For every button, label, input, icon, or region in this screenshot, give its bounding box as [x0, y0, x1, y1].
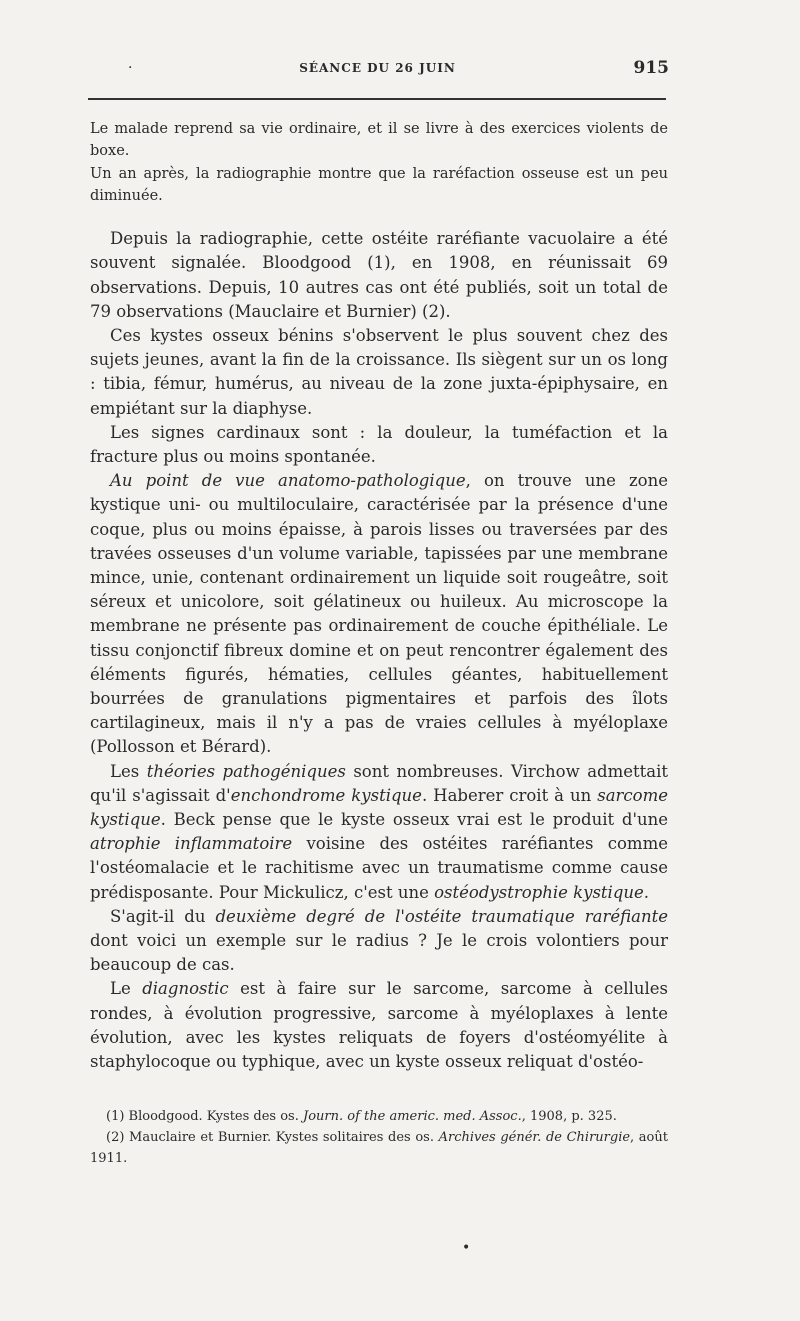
- header-title: SÉANCE DU 26 JUIN: [299, 61, 456, 75]
- paragraph-boxing: Le malade reprend sa vie ordinaire, et il se livre à des exercices violents de boxe.: [90, 121, 668, 160]
- italic-term: Au point de vue anatomo-pathologique: [110, 471, 466, 491]
- footnote-journal: Journ. of the americ. med. Assoc.: [303, 1109, 522, 1124]
- paragraph-kystes: Ces kystes osseux bénins s'observent le plus souvent chez des sujets jeunes, avant la fin de la croissance. Ils siègent sur un os long : tibia, fémur, humérus, au niveau de la zone juxta-épiphysaire, en empiétant sur la diaphyse.: [90, 326, 668, 418]
- paragraph-deuxieme-degre: S'agit-il du deuxième degré de l'ostéite traumatique raréfiante dont voici un exemple sur le radius ? Je le crois volontiers pour beaucoup de cas.: [90, 906, 668, 975]
- paragraph-anatomo: Au point de vue anatomo-pathologique, on trouve une zone kystique uni- ou multiloculaire, caractérisée par la présence d'une coque, plus ou moins épaisse, à parois lisses ou traversées par des travées osseuses d'un volume variable, tapissées par une membrane mince, unie, contenant ordinairement un liquide soit rougeâtre, soit séreux et unicolore, soit gélatineux ou huileux. Au microscope la membrane ne présente pas ordinairement de couche épithéliale. Le tissu conjonctif fibreux domine et on peut rencontrer également des éléments figurés, hématies, cellules géantes, habituellement bourrées de granulations pigmentaires et parfois des îlots cartilagineux, mais il n'y a pas de vraies cellules à myéloplaxe (Pollosson et Bérard).: [90, 471, 668, 757]
- header-rule: [88, 98, 666, 100]
- body-text: [90, 118, 668, 1074]
- footnote-2: (2) Mauclaire et Burnier. Kystes solitaires des os. Archives génér. de Chirurgie, août 1911.: [90, 1130, 668, 1166]
- italic-term: deuxième degré de l'ostéite traumatique raréfiante: [215, 906, 668, 926]
- main-text-block: [90, 227, 668, 1074]
- paragraph-radiography: Un an après, la radiographie montre que la raréfaction osseuse est un peu diminuée.: [90, 165, 668, 204]
- footnotes: [90, 1106, 668, 1169]
- small-text-block: [90, 118, 668, 207]
- page-number: 915: [633, 58, 669, 78]
- paragraph-theories: Les théories pathogéniques sont nombreuses. Virchow admettait qu'il s'agissait d'enchondrome kystique. Haberer croit à un sarcome kystique. Beck pense que le kyste osseux vrai est le produit d'une atrophie inflammatoire voisine des ostéites raréfiantes comme l'ostéomalacie et le rachitisme avec un traumatisme comme cause prédisposante. Pour Mickulicz, c'est une ostéodystrophie kystique.: [90, 761, 669, 902]
- paragraph-signes: Les signes cardinaux sont : la douleur, la tuméfaction et la fracture plus ou moins spontanée.: [90, 422, 668, 467]
- footnote-1: (1) Bloodgood. Kystes des os. Journ. of the americ. med. Assoc., 1908, p. 325.: [106, 1109, 617, 1124]
- italic-term: enchondrome kystique: [230, 785, 422, 805]
- italic-term: ostéodystrophie kystique: [434, 882, 644, 902]
- dot-mark-icon: •: [462, 1240, 471, 1256]
- running-header: [90, 58, 669, 88]
- italic-term: sarcome kystique: [90, 785, 669, 830]
- paragraph-depuis: Depuis la radiographie, cette ostéite raréfiante vacuolaire a été souvent signalée. Bloodgood (1), en 1908, en réunissait 69 observations. Depuis, 10 autres cas ont été publiés, soit un total de 79 observations (Mauclaire et Burnier) (2).: [90, 229, 668, 321]
- paragraph-diagnostic: Le diagnostic est à faire sur le sarcome, sarcome à cellules rondes, à évolution progressive, sarcome à myéloplaxes à lente évolution, avec les kystes reliquats de foyers d'ostéomyélite à staphylocoque ou typhique, avec un kyste osseux reliquat d'ostéo-: [90, 979, 668, 1072]
- footnote-journal: Archives génér. de Chirurgie: [438, 1130, 631, 1145]
- italic-term: atrophie inflammatoire: [90, 834, 293, 854]
- dot-mark-icon: ·: [128, 60, 133, 76]
- italic-term: théories pathogéniques: [146, 761, 346, 781]
- italic-term: diagnostic: [142, 979, 229, 999]
